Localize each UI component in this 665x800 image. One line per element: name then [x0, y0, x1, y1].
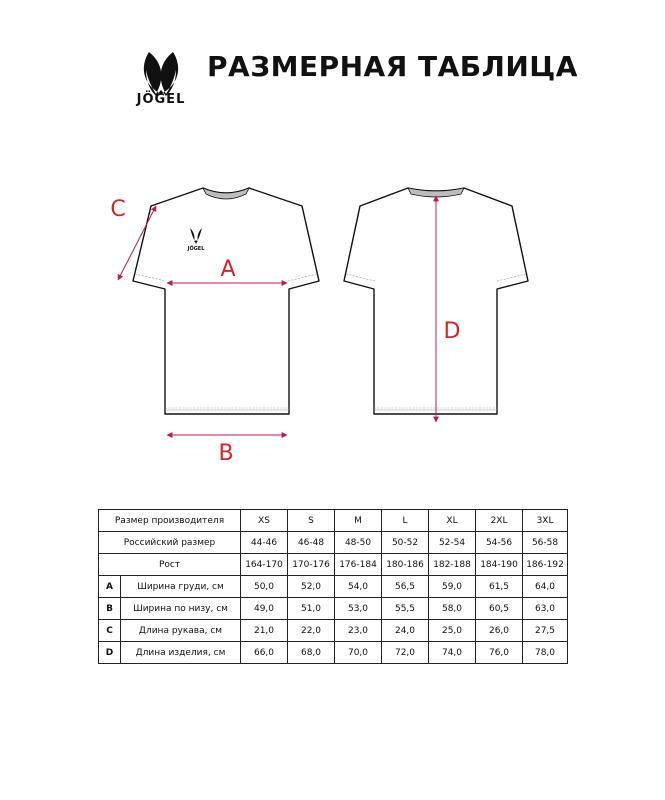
- table-cell: 74,0: [429, 642, 476, 664]
- measure-label: Длина рукава, см: [121, 620, 241, 642]
- logo-wordmark: JÖGEL: [136, 92, 186, 107]
- table-cell: 48-50: [335, 532, 382, 554]
- measure-label: Ширина груди, см: [121, 576, 241, 598]
- dimension-a-label: A: [220, 257, 236, 282]
- table-cell: 27,5: [523, 620, 568, 642]
- table-cell: 26,0: [476, 620, 523, 642]
- table-cell: 52-54: [429, 532, 476, 554]
- dimension-b-label: B: [218, 441, 234, 466]
- table-cell: 54-56: [476, 532, 523, 554]
- tshirt-diagram: [0, 150, 665, 480]
- table-cell: 68,0: [288, 642, 335, 664]
- table-cell: 44-46: [241, 532, 288, 554]
- table-cell: 64,0: [523, 576, 568, 598]
- manufacturer-size-label: Размер производителя: [99, 510, 241, 532]
- table-cell: 23,0: [335, 620, 382, 642]
- table-cell: 58,0: [429, 598, 476, 620]
- table-cell: 176-184: [335, 554, 382, 576]
- table-cell: 24,0: [382, 620, 429, 642]
- table-cell: 50,0: [241, 576, 288, 598]
- chest-logo-text: JÖGEL: [187, 246, 205, 252]
- table-cell: XL: [429, 510, 476, 532]
- measure-code: A: [99, 576, 121, 598]
- height-label: Рост: [99, 554, 241, 576]
- table-cell: L: [382, 510, 429, 532]
- page-title: РАЗМЕРНАЯ ТАБЛИЦА: [207, 50, 578, 83]
- table-cell: 59,0: [429, 576, 476, 598]
- measure-code: C: [99, 620, 121, 642]
- measure-label: Ширина по низу, см: [121, 598, 241, 620]
- table-cell: 53,0: [335, 598, 382, 620]
- table-cell: 182-188: [429, 554, 476, 576]
- table-cell: 49,0: [241, 598, 288, 620]
- table-cell: 63,0: [523, 598, 568, 620]
- dimension-d-label: D: [443, 319, 461, 344]
- table-cell: 76,0: [476, 642, 523, 664]
- measure-code: D: [99, 642, 121, 664]
- table-cell: 61,5: [476, 576, 523, 598]
- table-row-measure-a: [99, 576, 568, 598]
- russian-size-label: Российский размер: [99, 532, 241, 554]
- table-cell: 50-52: [382, 532, 429, 554]
- table-cell: 22,0: [288, 620, 335, 642]
- table-cell: 52,0: [288, 576, 335, 598]
- tshirt-back-view: [344, 188, 528, 422]
- table-cell: 180-186: [382, 554, 429, 576]
- table-row-measure-d: [99, 642, 568, 664]
- table-cell: 60,5: [476, 598, 523, 620]
- table-row-russian-size: [99, 532, 568, 554]
- table-row-measure-c: [99, 620, 568, 642]
- tshirt-front-view: [110, 188, 319, 466]
- table-cell: 51,0: [288, 598, 335, 620]
- measure-code: B: [99, 598, 121, 620]
- table-cell: 55,5: [382, 598, 429, 620]
- table-cell: 54,0: [335, 576, 382, 598]
- table-cell: 21,0: [241, 620, 288, 642]
- table-row-measure-b: [99, 598, 568, 620]
- table-cell: 170-176: [288, 554, 335, 576]
- table-cell: 70,0: [335, 642, 382, 664]
- table-cell: 66,0: [241, 642, 288, 664]
- measure-label: Длина изделия, см: [121, 642, 241, 664]
- table-cell: 56-58: [523, 532, 568, 554]
- table-cell: 2XL: [476, 510, 523, 532]
- table-cell: M: [335, 510, 382, 532]
- size-table: [98, 509, 568, 664]
- table-row-height: [99, 554, 568, 576]
- table-cell: 184-190: [476, 554, 523, 576]
- table-cell: 72,0: [382, 642, 429, 664]
- table-cell: S: [288, 510, 335, 532]
- table-cell: 46-48: [288, 532, 335, 554]
- table-cell: 186-192: [523, 554, 568, 576]
- table-cell: 3XL: [523, 510, 568, 532]
- table-cell: XS: [241, 510, 288, 532]
- dimension-c-label: C: [110, 197, 126, 222]
- table-row-manufacturer-size: [99, 510, 568, 532]
- table-cell: 164-170: [241, 554, 288, 576]
- table-cell: 78,0: [523, 642, 568, 664]
- table-cell: 56,5: [382, 576, 429, 598]
- table-cell: 25,0: [429, 620, 476, 642]
